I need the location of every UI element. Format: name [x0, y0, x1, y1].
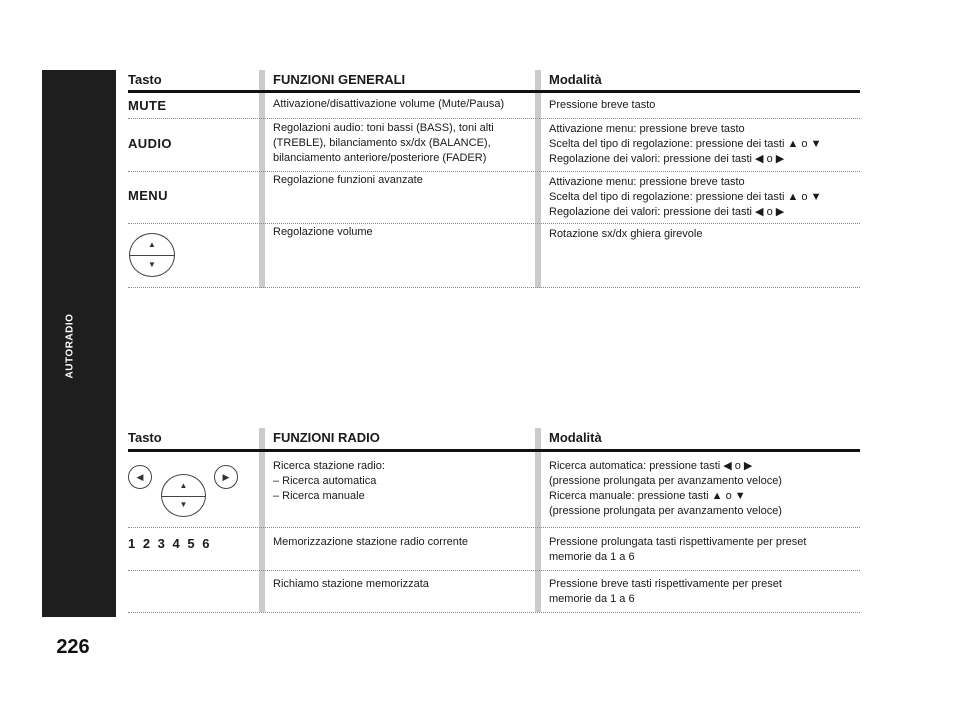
header-key: Tasto [128, 430, 162, 445]
row-divider [128, 527, 860, 528]
chapter-label: AUTORADIO [64, 313, 76, 379]
mode-text: memorie da 1 a 6 [549, 551, 635, 563]
mode-text: Pressione prolungata tasti rispettivamente per preset [549, 536, 807, 548]
func-text: – Ricerca manuale [273, 490, 365, 502]
func-text: Richiamo stazione memorizzata [273, 578, 429, 590]
header-functions: FUNZIONI GENERALI [273, 72, 406, 87]
mode-text: Scelta del tipo di regolazione: pressione dei tasti ▲ o ▼ [549, 191, 822, 203]
key-mute: MUTE [128, 98, 167, 113]
page-number: 226 [56, 636, 90, 658]
mode-text: Regolazione dei valori: pressione dei tasti ◀ o ▶ [549, 153, 785, 165]
header-rule [128, 449, 860, 452]
mode-text: Ricerca automatica: pressione tasti ◀ o ▶ [549, 460, 753, 472]
seek-left-icon: ◀ [128, 465, 152, 489]
func-text: Memorizzazione stazione radio corrente [273, 536, 469, 548]
chapter-sidebar [42, 70, 116, 617]
row-divider [128, 570, 860, 571]
header-functions: FUNZIONI RADIO [273, 430, 380, 445]
header-key: Tasto [128, 72, 162, 87]
row-divider [128, 287, 860, 288]
row-divider [128, 171, 860, 172]
func-text: Regolazioni audio: toni bassi (BASS), toni alti [273, 122, 494, 134]
key-audio: AUDIO [128, 136, 172, 151]
column-divider [259, 428, 265, 612]
header-rule [128, 90, 860, 93]
column-divider [259, 70, 265, 288]
func-text: Attivazione/disattivazione volume (Mute/Pausa) [273, 98, 505, 110]
func-text: bilanciamento anteriore/posteriore (FADER) [273, 152, 487, 164]
func-text: Ricerca stazione radio: [273, 460, 385, 472]
mode-text: Pressione breve tasto [549, 99, 656, 111]
seek-right-icon: ▶ [214, 465, 238, 489]
key-menu: MENU [128, 188, 168, 203]
mode-text: Ricerca manuale: pressione tasti ▲ o ▼ [549, 490, 746, 502]
mode-text: Rotazione sx/dx ghiera girevole [549, 228, 703, 240]
mode-text: (pressione prolungata per avanzamento veloce) [549, 475, 782, 487]
tuning-knob-icon: ▲ ▼ [161, 474, 206, 517]
header-mode: Modalità [549, 430, 602, 445]
mode-text: memorie da 1 a 6 [549, 593, 635, 605]
mode-text: Pressione breve tasti rispettivamente per preset [549, 578, 782, 590]
row-divider [128, 118, 860, 119]
row-divider [128, 223, 860, 224]
func-text: – Ricerca automatica [273, 475, 377, 487]
func-text: Regolazione volume [273, 226, 373, 238]
key-presets: 1 2 3 4 5 6 [128, 536, 212, 551]
mode-text: Attivazione menu: pressione breve tasto [549, 123, 745, 135]
volume-knob-icon: ▲ ▼ [129, 233, 175, 277]
func-text: (TREBLE), bilanciamento sx/dx (BALANCE), [273, 137, 491, 149]
header-mode: Modalità [549, 72, 602, 87]
mode-text: (pressione prolungata per avanzamento veloce) [549, 505, 782, 517]
mode-text: Regolazione dei valori: pressione dei tasti ◀ o ▶ [549, 206, 785, 218]
mode-text: Scelta del tipo di regolazione: pressione dei tasti ▲ o ▼ [549, 138, 822, 150]
column-divider [535, 70, 541, 288]
column-divider [535, 428, 541, 612]
func-text: Regolazione funzioni avanzate [273, 174, 423, 186]
mode-text: Attivazione menu: pressione breve tasto [549, 176, 745, 188]
row-divider [128, 612, 860, 613]
